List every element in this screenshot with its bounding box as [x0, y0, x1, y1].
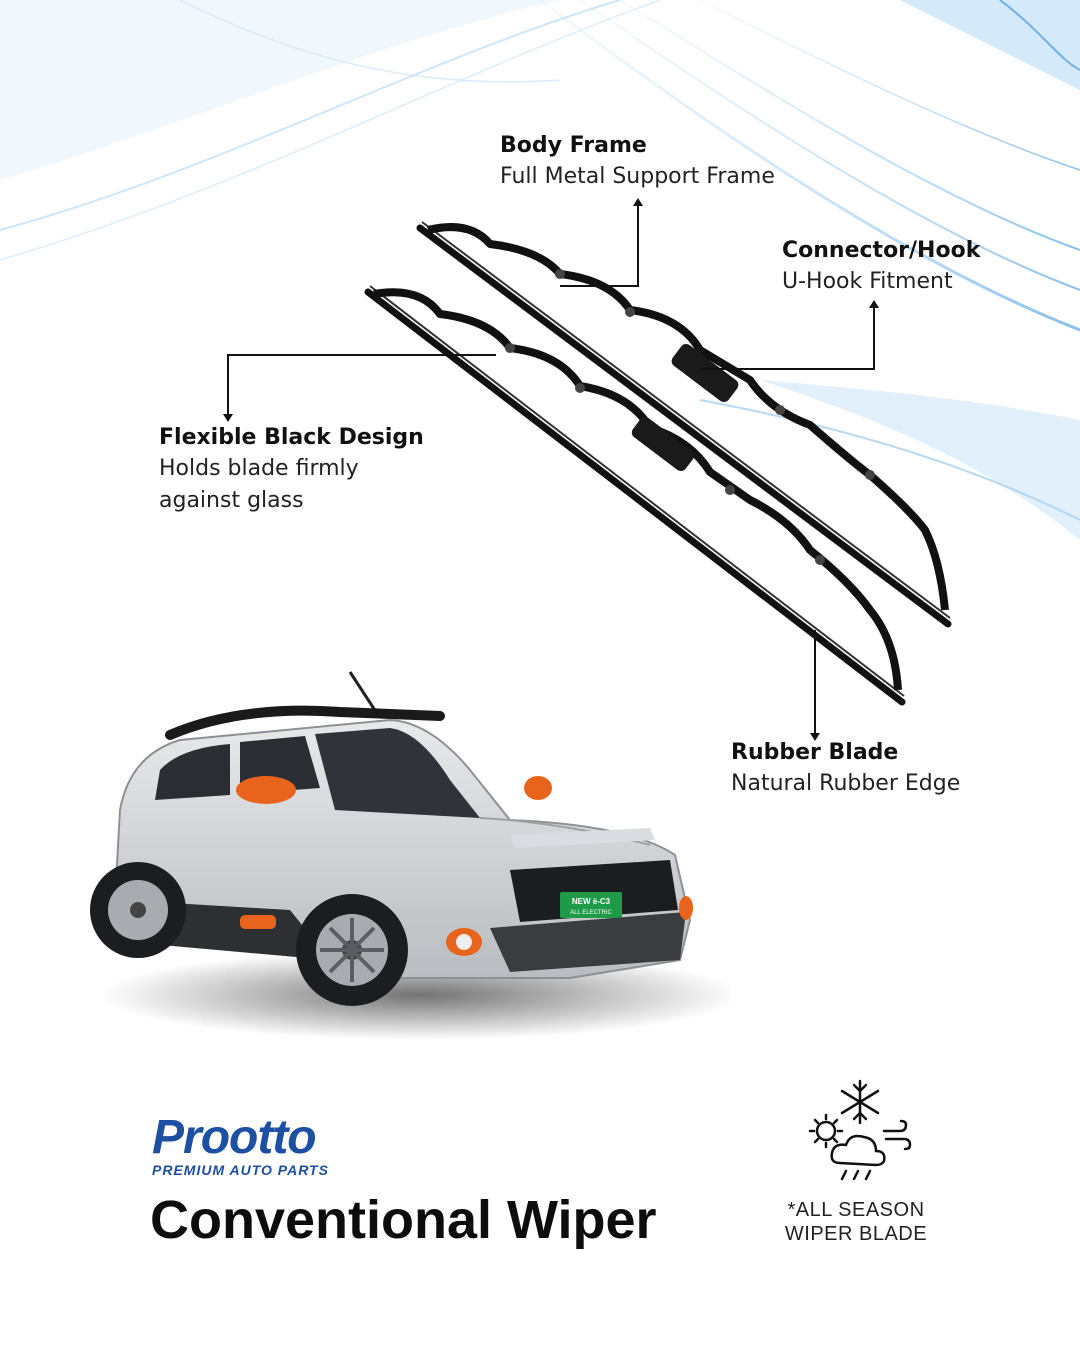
- callout-flexible: [159, 423, 424, 517]
- season-line2: WIPER BLADE: [784, 1223, 928, 1245]
- car-wheel-front: [296, 894, 408, 1006]
- car-plate-line1: NEW ë-C3: [571, 897, 611, 906]
- callout-connector: [782, 236, 980, 298]
- callout-text: Full Metal Support Frame: [500, 164, 775, 189]
- callout-body-frame: [500, 131, 775, 193]
- all-season-label: [758, 1198, 954, 1246]
- sun-icon: [810, 1115, 842, 1147]
- brand-logo: [152, 1111, 329, 1178]
- callout-title: Connector/Hook: [782, 238, 981, 263]
- season-line1: *ALL SEASON: [787, 1199, 925, 1221]
- callout-title: Flexible Black Design: [159, 425, 424, 450]
- snowflake-icon: [842, 1081, 878, 1123]
- wind-icon: [884, 1121, 910, 1149]
- callout-title: Rubber Blade: [731, 740, 899, 765]
- product-title: Conventional Wiper: [150, 1190, 657, 1250]
- car-illustration: [90, 660, 730, 1060]
- weather-icon: [800, 1075, 912, 1185]
- callout-rubber: [731, 738, 960, 800]
- callout-text: Natural Rubber Edge: [731, 771, 961, 796]
- brand-tagline: PREMIUM AUTO PARTS: [152, 1162, 329, 1178]
- car-wheel-rear: [90, 862, 186, 958]
- brand-name: Prootto: [152, 1111, 316, 1164]
- callout-text: against glass: [159, 488, 304, 513]
- callout-title: Body Frame: [500, 133, 647, 158]
- callout-text: U-Hook Fitment: [782, 269, 953, 294]
- car-plate-line2: ALL ELECTRIC: [570, 910, 612, 916]
- callout-text: Holds blade firmly: [159, 456, 359, 481]
- cloud-icon: [832, 1136, 885, 1179]
